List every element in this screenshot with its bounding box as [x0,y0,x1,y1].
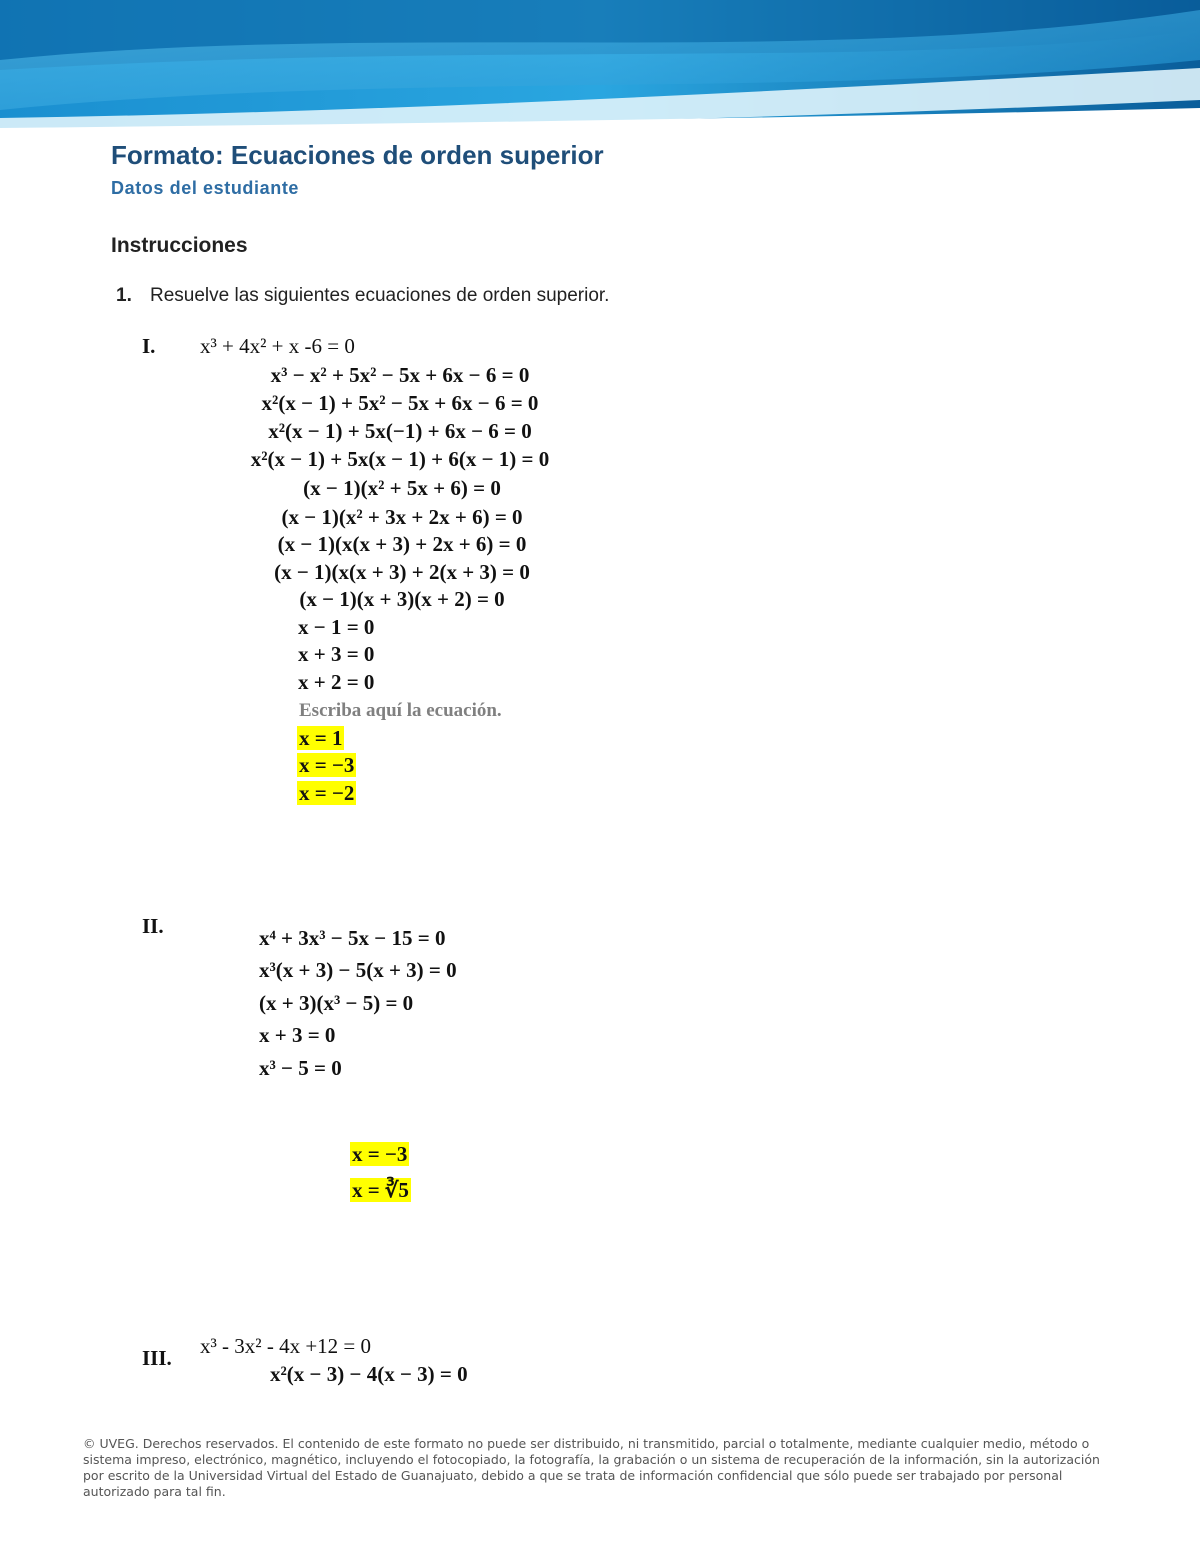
header-banner [0,0,1200,148]
p2-step-4: x + 3 = 0 [259,1023,336,1047]
p2-step-2: x³(x + 3) − 5(x + 3) = 0 [259,958,457,982]
instructions-heading: Instrucciones [111,234,248,257]
p1-step-10: x − 1 = 0 [298,615,375,639]
problem-label-1: I. [142,334,156,358]
p2-solution-1: x = −3 [352,1142,408,1166]
p1-step-9: (x − 1)(x + 3)(x + 2) = 0 [299,587,505,611]
equation-placeholder[interactable]: Escriba aquí la ecuación. [299,700,502,721]
p2-solution-2: x = ∛5 [352,1178,409,1202]
p1-step-4: x²(x − 1) + 5x(x − 1) + 6(x − 1) = 0 [250,447,550,471]
p1-step-5: (x − 1)(x² + 5x + 6) = 0 [303,476,501,500]
p1-step-11: x + 3 = 0 [298,642,375,666]
p2-step-1: x⁴ + 3x³ − 5x − 15 = 0 [259,926,446,950]
document-title: Formato: Ecuaciones de orden superior [111,140,604,170]
p1-step-6: (x − 1)(x² + 3x + 2x + 6) = 0 [281,505,523,529]
p1-step-1: x³ − x² + 5x² − 5x + 6x − 6 = 0 [270,363,530,387]
instruction-number: 1. [116,285,132,306]
problem-3-equation: x³ - 3x² - 4x +12 = 0 [200,1334,372,1358]
p1-step-8: (x − 1)(x(x + 3) + 2(x + 3) = 0 [274,560,530,584]
problem-1-equation: x³ + 4x² + x -6 = 0 [200,334,355,358]
instruction-item [116,285,609,307]
p1-step-2: x²(x − 1) + 5x² − 5x + 6x − 6 = 0 [261,391,539,415]
problem-label-3: III. [142,1346,172,1370]
copyright-footer: © UVEG. Derechos reservados. El contenido de este formato no puede ser distribuido, ni transmitido, parcial o totalmente, mediante cualquier medio, método o sistema impreso, electrónico, magnético, incluyendo el fotocopiado, la fotografía, la grabación o un sistema de recuperación de la información, sin la autorización por escrito de la Universidad Virtual del Estado de Guanajuato, debido a que se trata de información confidencial que sólo puede ser trabajado por personal autorizado para tal fin. [83,1436,1100,1499]
p1-step-7: (x − 1)(x(x + 3) + 2x + 6) = 0 [277,532,527,556]
p1-solution-2: x = −3 [299,753,355,777]
p1-step-3: x²(x − 1) + 5x(−1) + 6x − 6 = 0 [268,419,532,443]
p1-solution-3: x = −2 [299,781,355,805]
p1-solution-1: x = 1 [299,726,343,750]
problem-label-2: II. [142,914,164,938]
instruction-text: Resuelve las siguientes ecuaciones de orden superior. [150,285,610,306]
p1-step-12: x + 2 = 0 [298,670,375,694]
p2-step-5: x³ − 5 = 0 [259,1056,342,1080]
p2-step-3: (x + 3)(x³ − 5) = 0 [259,991,414,1015]
student-data-heading: Datos del estudiante [111,178,300,198]
p3-step-1: x²(x − 3) − 4(x − 3) = 0 [270,1362,468,1386]
